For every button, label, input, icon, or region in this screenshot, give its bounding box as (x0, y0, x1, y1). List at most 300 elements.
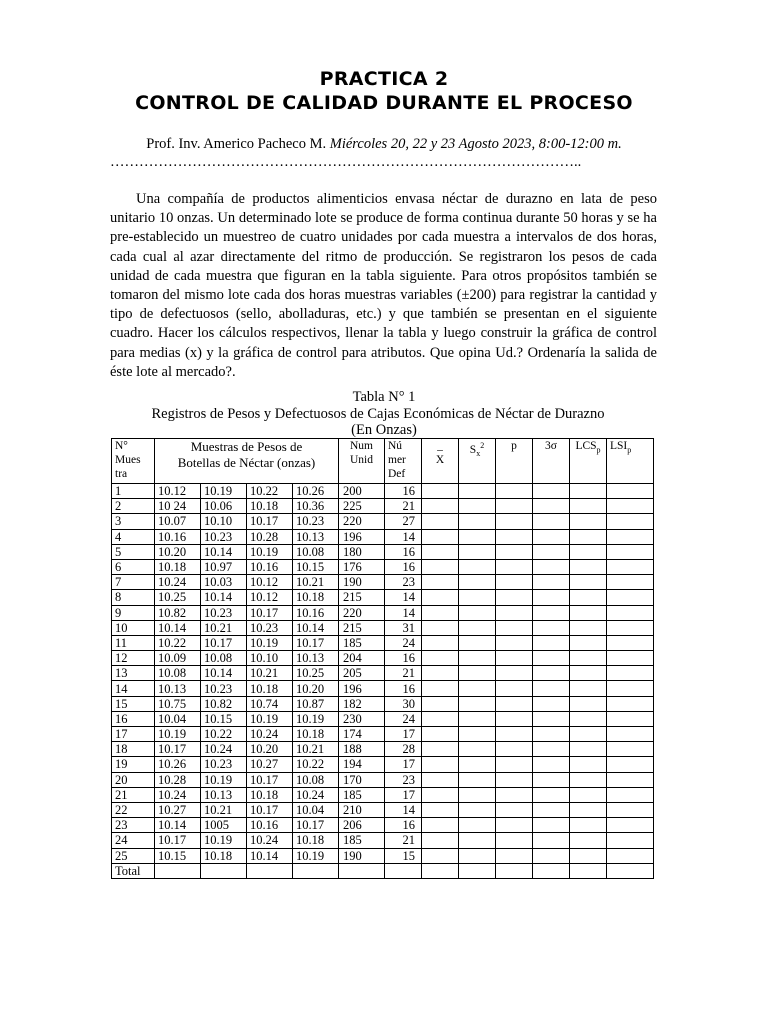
weight-3-cell: 10.16 (247, 818, 293, 833)
empty-cell (459, 484, 496, 499)
empty-cell (570, 727, 607, 742)
empty-cell (570, 514, 607, 529)
empty-cell (459, 666, 496, 681)
empty-cell (459, 863, 496, 878)
empty-cell (496, 818, 533, 833)
weight-2-cell: 10.21 (201, 620, 247, 635)
sample-number-cell: 12 (112, 651, 155, 666)
table-row (112, 787, 654, 802)
table-row (112, 499, 654, 514)
empty-cell (570, 696, 607, 711)
defects-count-cell: 16 (385, 484, 422, 499)
empty-cell (570, 559, 607, 574)
empty-cell (533, 711, 570, 726)
empty-cell (459, 605, 496, 620)
empty-cell (422, 742, 459, 757)
header-weight-samples: Muestras de Pesos de Botellas de Néctar (onzas) (155, 439, 339, 484)
weight-2-cell: 10.24 (201, 742, 247, 757)
units-count-cell: 174 (339, 727, 385, 742)
empty-cell (496, 620, 533, 635)
weight-3-cell: 10.16 (247, 559, 293, 574)
weight-4-cell: 10.17 (293, 635, 339, 650)
table-row (112, 484, 654, 499)
weight-3-cell: 10.12 (247, 575, 293, 590)
table-row (112, 802, 654, 817)
empty-cell (533, 681, 570, 696)
session-dates: Miércoles 20, 22 y 23 Agosto 2023, 8:00-12:00 m. (329, 136, 622, 152)
table-caption-number: Tabla N° 1 (352, 389, 416, 405)
weight-1-cell: 10 24 (155, 499, 201, 514)
weight-2-cell: 10.82 (201, 696, 247, 711)
empty-cell (607, 772, 654, 787)
empty-cell (496, 590, 533, 605)
empty-cell (570, 772, 607, 787)
weight-1-cell: 10.15 (155, 848, 201, 863)
weight-4-cell: 10.17 (293, 818, 339, 833)
empty-cell (496, 772, 533, 787)
empty-cell (422, 620, 459, 635)
table-row (112, 529, 654, 544)
weight-1-cell: 10.22 (155, 635, 201, 650)
empty-cell (422, 727, 459, 742)
table-row (112, 635, 654, 650)
empty-cell (570, 575, 607, 590)
table-row (112, 575, 654, 590)
empty-cell (496, 499, 533, 514)
empty-cell (422, 575, 459, 590)
empty-cell (533, 529, 570, 544)
weight-2-cell: 10.19 (201, 833, 247, 848)
units-count-cell: 180 (339, 544, 385, 559)
weight-3-cell: 10.24 (247, 833, 293, 848)
units-count-cell: 185 (339, 833, 385, 848)
empty-cell (607, 727, 654, 742)
empty-cell (607, 787, 654, 802)
weight-2-cell: 10.03 (201, 575, 247, 590)
empty-cell (533, 848, 570, 863)
empty-cell (533, 742, 570, 757)
weight-2-cell: 10.97 (201, 559, 247, 574)
empty-cell (459, 818, 496, 833)
empty-cell (293, 863, 339, 878)
empty-cell (533, 787, 570, 802)
weight-4-cell: 10.87 (293, 696, 339, 711)
empty-cell (570, 544, 607, 559)
weight-3-cell: 10.17 (247, 802, 293, 817)
sample-number-cell: 2 (112, 499, 155, 514)
weight-4-cell: 10.18 (293, 590, 339, 605)
empty-cell (570, 833, 607, 848)
empty-cell (570, 757, 607, 772)
weight-1-cell: 10.07 (155, 514, 201, 529)
empty-cell (570, 681, 607, 696)
weight-1-cell: 10.09 (155, 651, 201, 666)
empty-cell (607, 484, 654, 499)
weight-3-cell: 10.74 (247, 696, 293, 711)
empty-cell (533, 863, 570, 878)
empty-cell (607, 742, 654, 757)
empty-cell (496, 696, 533, 711)
weight-2-cell: 10.19 (201, 484, 247, 499)
empty-cell (385, 863, 422, 878)
empty-cell (422, 499, 459, 514)
defects-count-cell: 21 (385, 499, 422, 514)
empty-cell (496, 575, 533, 590)
empty-cell (459, 620, 496, 635)
defects-count-cell: 17 (385, 787, 422, 802)
weight-1-cell: 10.24 (155, 575, 201, 590)
sample-number-cell: 19 (112, 757, 155, 772)
empty-cell (533, 605, 570, 620)
table-row (112, 818, 654, 833)
weight-3-cell: 10.17 (247, 605, 293, 620)
weight-2-cell: 10.19 (201, 772, 247, 787)
units-count-cell: 220 (339, 514, 385, 529)
empty-cell (570, 711, 607, 726)
empty-cell (607, 696, 654, 711)
empty-cell (533, 666, 570, 681)
weight-3-cell: 10.21 (247, 666, 293, 681)
professor-name: Prof. Inv. Americo Pacheco M. (146, 136, 327, 152)
empty-cell (570, 529, 607, 544)
weight-2-cell: 10.23 (201, 605, 247, 620)
empty-cell (570, 620, 607, 635)
empty-cell (570, 605, 607, 620)
table-row (112, 590, 654, 605)
empty-cell (459, 651, 496, 666)
empty-cell (422, 848, 459, 863)
units-count-cell: 225 (339, 499, 385, 514)
empty-cell (533, 499, 570, 514)
sample-number-cell: 7 (112, 575, 155, 590)
weight-3-cell: 10.10 (247, 651, 293, 666)
empty-cell (422, 787, 459, 802)
sample-number-cell: 3 (112, 514, 155, 529)
weight-1-cell: 10.12 (155, 484, 201, 499)
header-three-sigma: 3σ (533, 439, 570, 484)
weight-4-cell: 10.19 (293, 848, 339, 863)
empty-cell (533, 833, 570, 848)
empty-cell (459, 742, 496, 757)
defects-count-cell: 16 (385, 681, 422, 696)
weight-3-cell: 10.17 (247, 772, 293, 787)
weight-2-cell: 10.14 (201, 544, 247, 559)
empty-cell (422, 544, 459, 559)
empty-cell (422, 696, 459, 711)
weight-3-cell: 10.14 (247, 848, 293, 863)
empty-cell (607, 848, 654, 863)
table-row (112, 757, 654, 772)
weight-4-cell: 10.20 (293, 681, 339, 696)
empty-cell (607, 651, 654, 666)
empty-cell (496, 605, 533, 620)
empty-cell (607, 635, 654, 650)
empty-cell (533, 727, 570, 742)
empty-cell (496, 833, 533, 848)
table-row (112, 620, 654, 635)
units-count-cell: 176 (339, 559, 385, 574)
empty-cell (422, 772, 459, 787)
total-row (112, 863, 654, 878)
empty-cell (459, 529, 496, 544)
empty-cell (533, 696, 570, 711)
table-row (112, 514, 654, 529)
empty-cell (422, 711, 459, 726)
empty-cell (607, 818, 654, 833)
empty-cell (607, 544, 654, 559)
weight-4-cell: 10.08 (293, 772, 339, 787)
defects-count-cell: 15 (385, 848, 422, 863)
weight-4-cell: 10.24 (293, 787, 339, 802)
weight-1-cell: 10.24 (155, 787, 201, 802)
empty-cell (607, 757, 654, 772)
empty-cell (570, 802, 607, 817)
empty-cell (459, 590, 496, 605)
header-x-bar: _ X (422, 439, 459, 484)
empty-cell (459, 711, 496, 726)
weight-1-cell: 10.13 (155, 681, 201, 696)
empty-cell (570, 742, 607, 757)
empty-cell (607, 711, 654, 726)
units-count-cell: 205 (339, 666, 385, 681)
defects-count-cell: 28 (385, 742, 422, 757)
empty-cell (570, 848, 607, 863)
empty-cell (533, 620, 570, 635)
empty-cell (422, 863, 459, 878)
empty-cell (459, 696, 496, 711)
empty-cell (607, 499, 654, 514)
table-row (112, 696, 654, 711)
weight-1-cell: 10.75 (155, 696, 201, 711)
empty-cell (533, 802, 570, 817)
empty-cell (422, 681, 459, 696)
units-count-cell: 182 (339, 696, 385, 711)
empty-cell (422, 559, 459, 574)
table-row (112, 651, 654, 666)
empty-cell (496, 635, 533, 650)
empty-cell (422, 605, 459, 620)
weight-1-cell: 10.14 (155, 818, 201, 833)
header-sample-number: N° Mues tra (112, 439, 155, 484)
empty-cell (496, 544, 533, 559)
empty-cell (459, 757, 496, 772)
empty-cell (607, 575, 654, 590)
weight-1-cell: 10.82 (155, 605, 201, 620)
weight-2-cell: 1005 (201, 818, 247, 833)
empty-cell (496, 727, 533, 742)
sample-number-cell: 24 (112, 833, 155, 848)
weight-3-cell: 10.17 (247, 514, 293, 529)
empty-cell (607, 590, 654, 605)
empty-cell (496, 484, 533, 499)
defects-count-cell: 24 (385, 711, 422, 726)
weight-3-cell: 10.19 (247, 544, 293, 559)
weight-2-cell: 10.14 (201, 666, 247, 681)
sample-number-cell: 20 (112, 772, 155, 787)
empty-cell (533, 575, 570, 590)
empty-cell (155, 863, 201, 878)
units-count-cell: 204 (339, 651, 385, 666)
empty-cell (496, 514, 533, 529)
weight-1-cell: 10.14 (155, 620, 201, 635)
defects-count-cell: 16 (385, 544, 422, 559)
weight-4-cell: 10.19 (293, 711, 339, 726)
weight-2-cell: 10.13 (201, 787, 247, 802)
empty-cell (496, 666, 533, 681)
empty-cell (533, 514, 570, 529)
empty-cell (607, 681, 654, 696)
defects-count-cell: 31 (385, 620, 422, 635)
units-count-cell: 200 (339, 484, 385, 499)
header-lcs: $LCS_p$ (570, 439, 607, 484)
units-count-cell: 220 (339, 605, 385, 620)
units-count-cell: 185 (339, 635, 385, 650)
sample-number-cell: 4 (112, 529, 155, 544)
empty-cell (422, 833, 459, 848)
weight-4-cell: 10.18 (293, 833, 339, 848)
weight-2-cell: 10.23 (201, 681, 247, 696)
weight-1-cell: 10.16 (155, 529, 201, 544)
empty-cell (496, 863, 533, 878)
weight-4-cell: 10.36 (293, 499, 339, 514)
units-count-cell: 215 (339, 590, 385, 605)
professor-line (0, 136, 768, 153)
weight-4-cell: 10.16 (293, 605, 339, 620)
weight-1-cell: 10.19 (155, 727, 201, 742)
weight-3-cell: 10.24 (247, 727, 293, 742)
sample-number-cell: 16 (112, 711, 155, 726)
empty-cell (607, 514, 654, 529)
weight-4-cell: 10.25 (293, 666, 339, 681)
weight-1-cell: 10.17 (155, 742, 201, 757)
sample-number-cell: 14 (112, 681, 155, 696)
empty-cell (459, 499, 496, 514)
empty-cell (459, 848, 496, 863)
empty-cell (459, 559, 496, 574)
defects-count-cell: 24 (385, 635, 422, 650)
empty-cell (607, 666, 654, 681)
units-count-cell: 196 (339, 529, 385, 544)
empty-cell (496, 802, 533, 817)
empty-cell (459, 727, 496, 742)
empty-cell (570, 484, 607, 499)
weight-1-cell: 10.04 (155, 711, 201, 726)
empty-cell (459, 787, 496, 802)
table-row (112, 711, 654, 726)
weight-4-cell: 10.21 (293, 575, 339, 590)
units-count-cell: 194 (339, 757, 385, 772)
defects-count-cell: 14 (385, 605, 422, 620)
title-line-1: PRACTICA 2 (319, 68, 449, 90)
defects-count-cell: 16 (385, 651, 422, 666)
empty-cell (496, 848, 533, 863)
table-row (112, 848, 654, 863)
table-row (112, 559, 654, 574)
empty-cell (570, 787, 607, 802)
defects-count-cell: 23 (385, 772, 422, 787)
sample-number-cell: 17 (112, 727, 155, 742)
empty-cell (459, 833, 496, 848)
empty-cell (339, 863, 385, 878)
sample-number-cell: 13 (112, 666, 155, 681)
defects-count-cell: 14 (385, 529, 422, 544)
weight-3-cell: 10.28 (247, 529, 293, 544)
empty-cell (533, 635, 570, 650)
defects-count-cell: 17 (385, 727, 422, 742)
weight-3-cell: 10.27 (247, 757, 293, 772)
weight-2-cell: 10.21 (201, 802, 247, 817)
empty-cell (570, 590, 607, 605)
units-count-cell: 206 (339, 818, 385, 833)
weight-4-cell: 10.13 (293, 529, 339, 544)
empty-cell (422, 818, 459, 833)
weight-3-cell: 10.23 (247, 620, 293, 635)
empty-cell (422, 514, 459, 529)
empty-cell (201, 863, 247, 878)
empty-cell (570, 818, 607, 833)
defects-count-cell: 21 (385, 833, 422, 848)
sample-number-cell: 23 (112, 818, 155, 833)
empty-cell (533, 818, 570, 833)
defects-count-cell: 27 (385, 514, 422, 529)
table-row (112, 727, 654, 742)
empty-cell (607, 863, 654, 878)
weight-4-cell: 10.21 (293, 742, 339, 757)
dotted-separator: …………………………………………………………………………………….. (110, 154, 582, 170)
sample-number-cell: 6 (112, 559, 155, 574)
empty-cell (570, 635, 607, 650)
empty-cell (496, 681, 533, 696)
empty-cell (459, 544, 496, 559)
sample-number-cell: 10 (112, 620, 155, 635)
weight-3-cell: 10.12 (247, 590, 293, 605)
defects-count-cell: 16 (385, 559, 422, 574)
weight-3-cell: 10.22 (247, 484, 293, 499)
weight-1-cell: 10.28 (155, 772, 201, 787)
weight-4-cell: 10.14 (293, 620, 339, 635)
weight-1-cell: 10.26 (155, 757, 201, 772)
empty-cell (422, 529, 459, 544)
empty-cell (422, 802, 459, 817)
header-num-units: Num Unid (339, 439, 385, 484)
sample-number-cell: 9 (112, 605, 155, 620)
units-count-cell: 215 (339, 620, 385, 635)
problem-statement: Una compañía de productos alimenticios envasa néctar de durazno en lata de peso unitario 10 onzas. Un determinado lote se produce de forma continua durante 50 horas y se ha pre-establecido un muestreo de cuatro unidades por cada muestra a intervalos de dos horas, cada cual al azar directamente del ritmo de producción. Se registraron los pesos de cada unidad de cada muestra que figuran en la tabla siguiente. Para otros propósitos también se tomaron del mismo lote cada dos horas muestras variables (±200) para registrar la cantidad y tipo de defectuosos (sello, abolladuras, etc.) y que también se presentan en el siguiente cuadro. Hacer los cálculos respectivos, llenar la tabla y luego construir la gráfica de control para medias (x) y la gráfica de control para atributos. Que opina Ud.? Ordenaría la salida de éste lote al mercado?. (110, 191, 657, 380)
empty-cell (422, 635, 459, 650)
weight-3-cell: 10.18 (247, 681, 293, 696)
empty-cell (607, 620, 654, 635)
empty-cell (570, 863, 607, 878)
empty-cell (533, 544, 570, 559)
header-variance: $S_x^2$ (459, 439, 496, 484)
defects-count-cell: 23 (385, 575, 422, 590)
weight-4-cell: 10.04 (293, 802, 339, 817)
units-count-cell: 188 (339, 742, 385, 757)
empty-cell (459, 514, 496, 529)
table-row (112, 605, 654, 620)
weight-2-cell: 10.18 (201, 848, 247, 863)
weight-2-cell: 10.08 (201, 651, 247, 666)
empty-cell (607, 559, 654, 574)
title-line-2: CONTROL DE CALIDAD DURANTE EL PROCESO (135, 92, 633, 114)
weight-4-cell: 10.26 (293, 484, 339, 499)
weight-1-cell: 10.20 (155, 544, 201, 559)
empty-cell (533, 559, 570, 574)
weight-1-cell: 10.18 (155, 559, 201, 574)
weight-1-cell: 10.17 (155, 833, 201, 848)
weight-4-cell: 10.18 (293, 727, 339, 742)
weight-3-cell: 10.18 (247, 787, 293, 802)
